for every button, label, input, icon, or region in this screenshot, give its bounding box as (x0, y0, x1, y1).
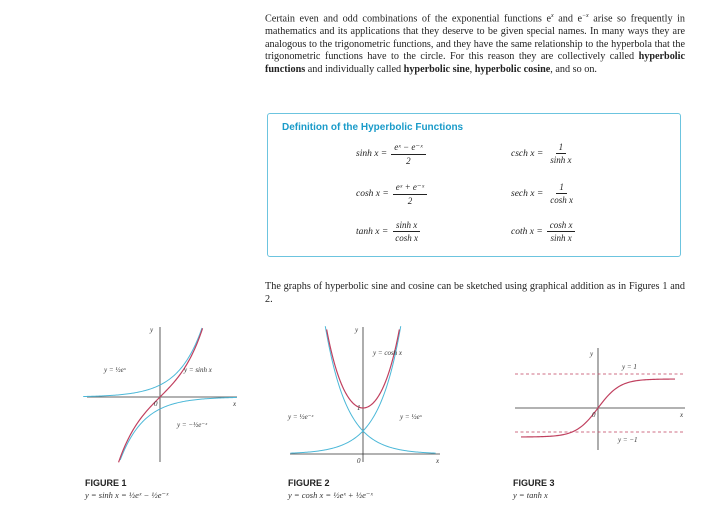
formula-coth (511, 220, 575, 243)
denominator: sinh x (550, 233, 572, 243)
figure-2-svg (285, 322, 445, 467)
y-axis-label: y (355, 326, 359, 334)
figure-3-caption: y = tanh x (513, 490, 548, 500)
figure-1-graph (82, 322, 242, 467)
label-cosh: y = cosh x (373, 349, 403, 357)
definition-box (267, 113, 681, 257)
y-axis-label: y (150, 326, 154, 334)
figure-1-label: FIGURE 1 (85, 478, 127, 488)
one-label: 1 (357, 404, 361, 412)
label-sinh: y = sinh x (184, 366, 212, 374)
figure-2-graph (285, 322, 445, 467)
curve-half-exp-neg (325, 326, 435, 453)
fraction (392, 220, 421, 243)
formula-csch (511, 142, 575, 165)
formula-cosh (356, 182, 427, 206)
exp-sup: x (550, 13, 554, 19)
curve-sinh (119, 328, 203, 462)
exp-sup-neg: −x (582, 13, 589, 19)
figure-2-caption: y = cosh x = ½eˣ + ½e⁻ˣ (288, 490, 373, 500)
formula-lhs: sinh x = (356, 149, 388, 159)
denominator: cosh x (395, 233, 419, 243)
numerator: 1 (556, 142, 567, 154)
term-hyperbolic-sine: hyperbolic sine (403, 63, 470, 75)
figure-3-svg (510, 340, 690, 455)
denominator: 2 (406, 156, 411, 166)
intro-text-1: Certain even and odd combinations of the exponential functions e (265, 13, 551, 25)
intro-text-5: , (469, 63, 475, 75)
formula-lhs: csch x = (511, 148, 544, 159)
label-half-exp-neg: y = ½e⁻ˣ (288, 413, 314, 421)
numerator: sinh x (393, 220, 420, 232)
fraction (547, 182, 576, 205)
denominator: 2 (407, 196, 413, 206)
x-axis-label: x (436, 457, 440, 465)
intro-paragraph (265, 10, 685, 76)
fraction (547, 220, 576, 243)
fraction (391, 142, 425, 166)
origin-label: 0 (357, 457, 361, 465)
numerator: eˣ − e⁻ˣ (391, 142, 425, 155)
label-half-exp: y = ½eˣ (400, 413, 422, 421)
x-axis-label: x (233, 400, 237, 408)
x-axis-label: x (680, 411, 684, 419)
origin-label: 0 (154, 400, 158, 408)
intro-text-6: , and so on. (550, 63, 597, 75)
figure-1-svg (82, 322, 242, 467)
formula-tanh (356, 220, 421, 243)
curve-half-exp (83, 328, 202, 397)
term-hyperbolic-cosine: hyperbolic cosine (474, 63, 551, 75)
numerator: 1 (556, 182, 567, 194)
figure-2-label: FIGURE 2 (288, 478, 330, 488)
figure-1-caption: y = sinh x = ½eˣ − ½e⁻ˣ (85, 490, 169, 500)
numerator: eˣ + e⁻ˣ (393, 182, 427, 195)
fraction (393, 182, 427, 206)
graphs-paragraph: The graphs of hyperbolic sine and cosine can be sketched using graphical addition as in Figures 1 and 2. (265, 281, 685, 305)
intro-text-3: arise so frequently in mathematics and its applications that they deserve to be given special names. In many ways they are analogous to the trigonometric functions, and they have the same relationship to the hyperbola that the trigonometric functions have to the circle. For this reason they are collectively called (265, 13, 686, 63)
formula-lhs: sech x = (511, 188, 544, 199)
label-y-neg-1: y = −1 (618, 436, 638, 444)
fraction (547, 142, 574, 165)
numerator: cosh x (547, 220, 576, 232)
label-neg-half-exp: y = −½e⁻ˣ (177, 421, 208, 429)
formula-sech (511, 182, 576, 205)
term-hyperbolic-functions: hyperbolic functions (265, 51, 685, 75)
label-half-exp: y = ½eˣ (104, 366, 126, 374)
intro-text-2: and e (553, 13, 582, 25)
y-axis-label: y (590, 350, 594, 358)
origin-label: 0 (592, 411, 596, 419)
denominator: cosh x (550, 195, 574, 205)
formula-lhs: tanh x = (356, 226, 389, 237)
figure-3-graph (510, 340, 690, 455)
denominator: sinh x (550, 155, 572, 165)
figure-3-label: FIGURE 3 (513, 478, 555, 488)
intro-text-4: and individually called (305, 63, 404, 75)
formula-sinh (356, 142, 426, 166)
label-y-1: y = 1 (622, 363, 637, 371)
definition-title: Definition of the Hyperbolic Functions (282, 122, 464, 133)
formula-lhs: cosh x = (356, 189, 389, 199)
curve-half-exp (290, 326, 400, 453)
formula-lhs: coth x = (511, 226, 543, 237)
